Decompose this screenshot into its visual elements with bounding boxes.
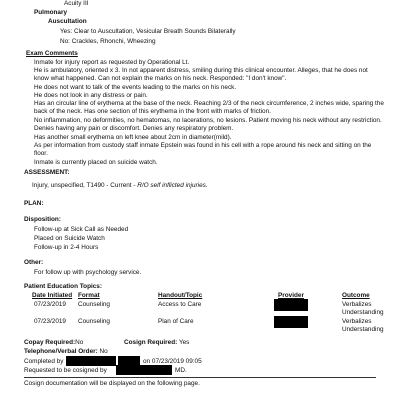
education-col-topic: Handout/Topic [158,292,203,299]
exam-line-3: He does not want to talk of the events leading to the marks on his neck. [34,84,237,91]
exam-line-8: As per information from custody staff inmate Epstein was found in his cell with a rope around his neck and sitting on the floor. [34,142,372,158]
telephone-label: Telephone/Verbal Order: [24,348,98,355]
cosign-label: Cosign Required: [124,339,178,346]
cosign-note: Cosign documentation will be displayed on the following page. [24,380,200,387]
redacted-provider [274,299,308,311]
education-col-outcome: Outcome [342,292,370,299]
requested-suffix: MD. [175,367,187,374]
other-heading: Other: [24,259,44,266]
cosign-required [124,339,189,347]
disposition-item: Follow-up in 2-4 Hours [34,244,99,251]
pulmonary-heading: Pulmonary [34,9,68,16]
acuity-text: Acuity III [64,0,89,7]
copay-label: Copay Required: [24,339,76,346]
exam-comments-heading: Exam Comments [26,50,78,57]
education-row-2-outcome: Understanding [342,326,384,333]
auscultation-no: No: Crackles, Rhonchi, Wheezing [60,38,156,45]
redacted-name [66,356,116,366]
divider [24,377,376,378]
other-text: For follow up with psychology service. [34,269,142,276]
exam-line-1: Inmate for injury report as requested by Operational Lt. [34,59,190,66]
telephone-order [24,348,108,356]
telephone-value: No [99,348,108,355]
assessment-text [32,182,208,190]
education-row-1-topic: Access to Care [158,301,202,308]
exam-line-9: Inmate is currently placed on suicide watch. [34,159,158,166]
plan-heading: PLAN: [24,200,44,207]
education-row-2-topic: Plan of Care [158,318,194,325]
assessment-diagnosis: Injury, unspecified, T1490 - Current - [32,182,138,189]
education-row-1-date: 07/23/2019 [34,301,66,308]
exam-line-7: Has another small erythema on left knee about 2cm in diameter(mild). [34,134,232,141]
completed-by-label: Completed by [24,358,64,365]
disposition-heading: Disposition: [24,216,61,223]
completed-on: on 07/23/2019 09:05 [143,358,202,365]
education-col-date: Date Initiated [32,292,73,299]
exam-line-4: He does not look in any distress or pain. [34,92,148,99]
education-col-provider: Provider [278,292,304,299]
auscultation-yes: Yes: Clear to Auscultation, Vesicular Breath Sounds Bilaterally [60,28,236,35]
requested-cosign: Requested to be cosigned by [24,367,107,374]
exam-line-5: Has an circular line of erythema at the base of the neck. Reaching 2/3 of the neck circumference, 2 inches wide, sparing the back of the neck. Has one section of this erythema in the front with marks of friction. [34,100,384,116]
redacted-name [116,365,172,375]
auscultation-heading: Auscultation [48,18,87,25]
disposition-item: Follow-up at Sick Call as Needed [34,226,129,233]
education-row-1-format: Counseling [78,301,110,308]
redacted-provider [274,316,308,328]
assessment-heading: ASSESSMENT: [24,169,70,176]
disposition-item: Placed on Suicide Watch [34,235,105,242]
exam-line-2: He is ambulatory, oriented x 3. In not apparent distress, smiling during this clinical encounter. Alleges, that he does not know what happened. Can not explain the marks on his neck. Responded: "I don't know". [34,67,368,83]
copay-value: No [75,339,84,346]
education-col-format: Format [78,292,100,299]
assessment-rule-out: R/O self inflicted injuries. [137,182,208,189]
education-heading: Patient Education Topics: [24,283,102,290]
education-row-2-date: 07/23/2019 [34,318,66,325]
education-row-2-format: Counseling [78,318,110,325]
exam-line-6: No inflammation, no deformities, no hematomas, no lacerations, no lesions. Patient moving his neck without any restriction. Denies having any pain or discomfort. Denies any respiratory problem. [34,117,382,133]
education-row-2-outcome: Verbalizes [342,318,372,325]
education-row-1-outcome: Verbalizes [342,301,372,308]
cosign-value: Yes [178,339,190,346]
copay-required [24,339,83,347]
education-row-1-outcome: Understanding [342,309,384,316]
